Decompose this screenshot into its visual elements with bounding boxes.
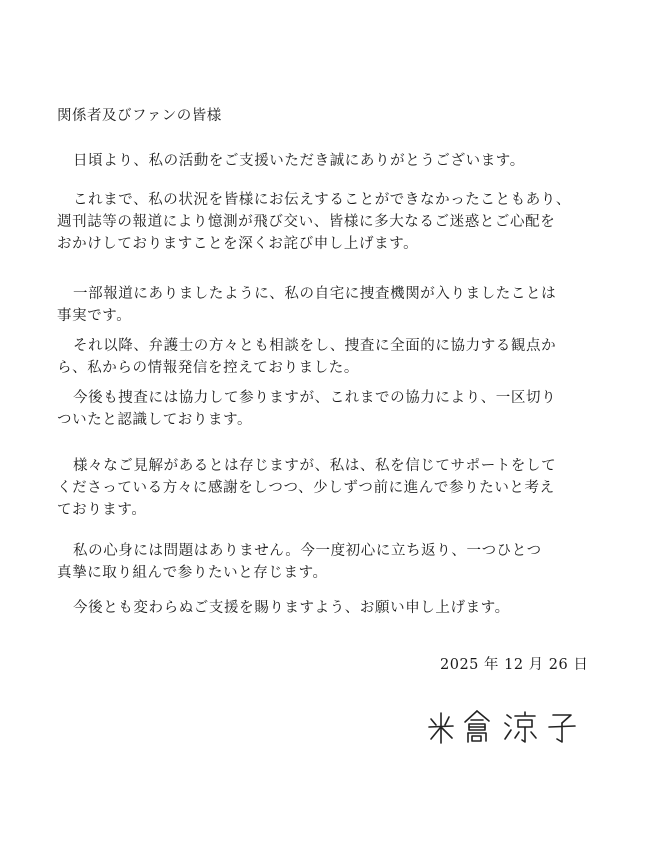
paragraph-line: 私の心身には問題はありません。今一度初心に立ち返り、一つひとつ (73, 543, 542, 559)
paragraph-line: おかけしておりますことを深くお詫び申し上げます。 (57, 236, 419, 252)
salutation: 関係者及びファンの皆様 (57, 108, 222, 124)
paragraph-wellbeing (57, 540, 597, 584)
paragraph-line: 日頃より、私の活動をご支援いただき誠にありがとうございます。 (73, 153, 525, 169)
paragraph-investigation-fact (57, 283, 597, 327)
paragraph-line: くださっている方々に感謝をしつつ、少しずつ前に進んで参りたいと考え (57, 480, 555, 496)
paragraph-line: ら、私からの情報発信を控えておりました。 (57, 360, 359, 376)
paragraph-line: 真摯に取り組んで参りたいと存じます。 (57, 565, 328, 581)
signature-drawing (425, 705, 605, 745)
paragraph-gratitude (57, 150, 597, 172)
paragraph-line: 一部報道にありましたように、私の自宅に捜査機関が入りましたことは (73, 286, 557, 302)
paragraph-line: 週刊誌等の報道により憶測が飛び交い、皆様に多大なるご迷惑とご心配を (57, 214, 556, 230)
paragraph-cooperation (57, 335, 597, 379)
paragraph-moving-forward (57, 455, 597, 521)
paragraph-line: ついたと認識しております。 (57, 412, 253, 428)
paragraph-closing (57, 597, 597, 619)
paragraph-future-cooperation (57, 387, 597, 431)
paragraph-line: 事実です。 (57, 308, 132, 324)
paragraph-line: これまで、私の状況を皆様にお伝えすることができなかったこともあり、 (73, 192, 572, 208)
paragraph-line: 様々なご見解があるとは存じますが、私は、私を信じてサポートをして (73, 458, 557, 474)
handwritten-signature (425, 705, 605, 745)
paragraph-line: 今後とも変わらぬご支援を賜りますよう、お願い申し上げます。 (73, 600, 510, 616)
paragraph-apology (57, 189, 597, 255)
letter-date: 2025 年 12 月 26 日 (440, 657, 589, 673)
paragraph-line: 今後も捜査には協力して参りますが、これまでの協力により、一区切り (73, 390, 557, 406)
paragraph-line: それ以降、弁護士の方々とも相談をし、捜査に全面的に協力する観点か (73, 338, 557, 354)
paragraph-line: ております。 (57, 502, 147, 518)
